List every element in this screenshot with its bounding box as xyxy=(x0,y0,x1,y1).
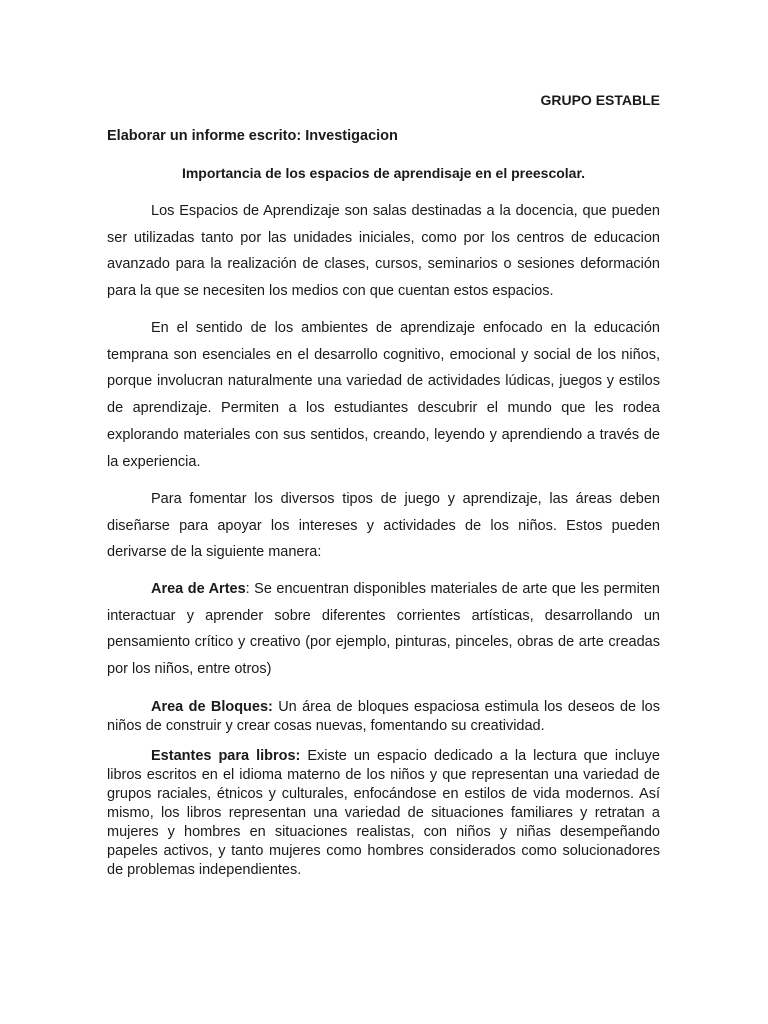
paragraph-areas-intro: Para fomentar los diversos tipos de juego y aprendizaje, las áreas deben diseñarse para apoyar los intereses y actividades de los niños. Estos pueden derivarse de la siguiente manera: xyxy=(107,491,660,561)
document-title: Importancia de los espacios de aprendisaje en el preescolar. xyxy=(181,165,586,181)
blocks-area-heading: Area de Bloques: xyxy=(151,699,273,715)
paragraph-art-area xyxy=(107,576,660,683)
bookshelves-heading: Estantes para libros: xyxy=(151,748,301,764)
assignment-heading: Elaborar un informe escrito: Investigacion xyxy=(107,128,398,144)
blocks-area-text: Un área de bloques espaciosa estimula los deseos de los niños de construir y crear cosas nuevas, fomentando su creatividad. xyxy=(107,699,660,734)
group-label: GRUPO ESTABLE xyxy=(540,92,660,108)
paragraph-intro: Los Espacios de Aprendizaje son salas destinadas a la docencia, que pueden ser utilizadas tanto por las unidades iniciales, como por los centros de educacion avanzado para la realización de clases, cursos, seminarios o sesiones deformación para la que se necesiten los medios con que cuentan estos espacios. xyxy=(107,203,660,300)
art-area-text: : Se encuentran disponibles materiales de arte que les permiten interactuar y aprender sobre diferentes corrientes artísticas, desarrollando un pensamiento crítico y creativo (por ejemplo, pinturas, pinceles, obras de arte creadas por los niños, entre otros) xyxy=(107,581,660,678)
paragraph-bookshelves xyxy=(107,747,660,880)
art-area-heading: Area de Artes xyxy=(151,581,246,597)
paragraph-early-education: En el sentido de los ambientes de aprendizaje enfocado en la educación temprana son esenciales en el desarrollo cognitivo, emocional y social de los niños, porque involucran naturalmente una variedad de actividades lúdicas, juegos y estilos de aprendizaje. Permiten a los estudiantes descubrir el mundo que les rodea explorando materiales con sus sentidos, creando, leyendo y aprendiendo a través de la experiencia. xyxy=(107,320,660,470)
bookshelves-text: Existe un espacio dedicado a la lectura que incluye libros escritos en el idioma materno de los niños y que representan una variedad de grupos raciales, étnicos y culturales, enfocándose en estilos de vida modernos. Así mismo, los libros representan una variedad de situaciones familiares y retratan a mujeres y hombres en situaciones realistas, con niños y niñas desempeñando papeles activos, y tanto mujeres como hombres considerados como solucionadores de problemas independientes. xyxy=(107,748,660,878)
paragraph-blocks-area xyxy=(107,698,660,736)
